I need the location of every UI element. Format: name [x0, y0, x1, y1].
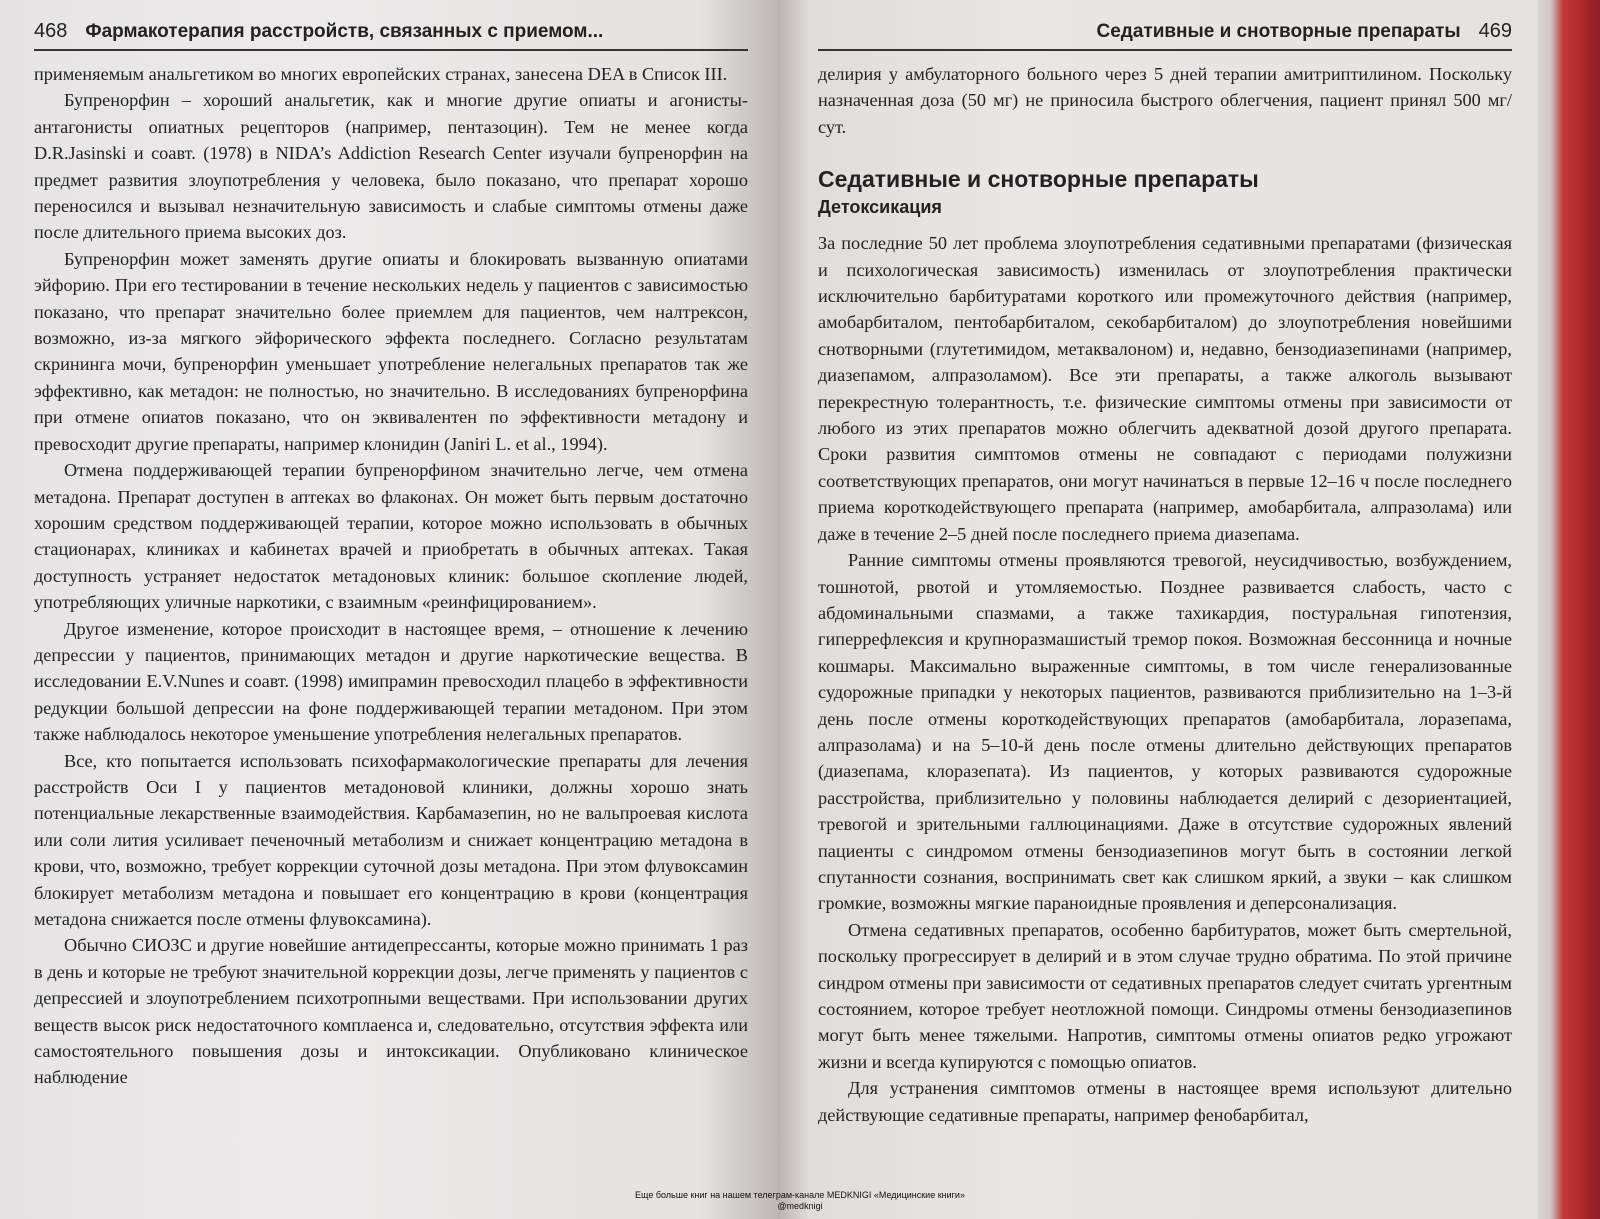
left-running-header	[34, 20, 748, 51]
right-paragraph-1: За последние 50 лет проблема злоупотребления седативными препаратами (физическая и психологическая зависимость) изменилась от злоупотребления практически исключительно барбитуратами короткого или промежуточного действия (например, амобарбиталом, пентобарбиталом, секобарбиталом) до злоупотребления новейшими снотворными (глутетимидом, метаквалоном) и, недавно, бензодиазепинами (например, диазепамом, алпразоламом). Все эти препараты, а также алкоголь вызывают перекрестную толерантность, т.е. физические симптомы отмены при зависимости от любого из этих препаратов можно облегчить адекватной дозой другого препарата. Сроки развития симптомов отмены не совпадают с периодами полужизни соответствующих препаратов, они могут начинаться в первые 12–16 ч после последнего приема короткодействующего препарата (например, амобарбитала, алпразолама) или даже в течение 2–5 дней после последнего приема диазепама.	[818, 233, 1512, 544]
footer-line-1: Еще больше книг на нашем телеграм-канале MEDKNIGI «Медицинские книги»	[635, 1190, 965, 1200]
right-running-header	[818, 20, 1512, 51]
watermark-footer	[560, 1190, 1040, 1212]
subsection-title: Детоксикация	[818, 197, 942, 218]
left-paragraph-7: Обычно СИОЗС и другие новейшие антидепрессанты, которые можно принимать 1 раз в день и которые не требуют значительной коррекции дозы, легче применять у пациентов с депрессией и злоупотреблением психотропными веществами. При использовании других веществ высок риск недостаточного комплаенса и, следовательно, отсутствия эффекта или самостоятельного повышения дозы и интоксикации. Опубликовано клиническое наблюдение	[34, 935, 748, 1088]
right-page	[778, 0, 1538, 1219]
left-header-title: Фармакотерапия расстройств, связанных с приемом...	[85, 21, 604, 42]
left-paragraph-6: Все, кто попытается использовать психофармакологические препараты для лечения расстройств Оси I у пациентов метадоновой клиники, должны хорошо знать потенциальные лекарственные взаимодействия. Карбамазепин, но не вальпроевая кислота или соли лития усиливает печеночный метаболизм и снижает концентрацию метадона в крови, что, возможно, требует коррекции суточной дозы метадона. При этом флувоксамин блокирует метаболизм метадона и повышает его концентрацию в крови (концентрация метадона снижается после отмены флувоксамина).	[34, 750, 748, 929]
section-title: Седативные и снотворные препараты	[818, 166, 1259, 193]
right-paragraph-2: Ранние симптомы отмены проявляются тревогой, неусидчивостью, возбуждением, тошнотой, рвотой и утомляемостью. Позднее развивается слабость, часто с абдоминальными спазмами, а также тахикардия, постуральная гипотензия, гиперрефлексия и крупноразмашистый тремор покоя. Возможная бессонница и ночные кошмары. Максимально выраженные симптомы, в том числе генерализованные судорожные припадки у некоторых пациентов, развиваются приблизительно на 1–3-й день после отмены короткодействующих препаратов (амобарбитала, лоразепама, алпразолама) и на 5–10-й день после отмены длительно действующих препаратов (диазепама, клоразепата). Из пациентов, у которых развиваются судорожные расстройства, приблизительно у половины наблюдается делирий с дезориентацией, тревогой и зрительными галлюцинациями. Даже в отсутствие судорожных явлений пациенты с синдромом отмены бензодиазепинов могут быть в состоянии легкой спутанности сознания, воспринимать свет как слишком яркий, а звуки – как слишком громкие, возможны мягкие параноидные проявления и деперсонализация.	[818, 550, 1512, 914]
footer-line-2: @medknigi	[777, 1201, 823, 1211]
right-paragraph-3: Отмена седативных препаратов, особенно барбитуратов, может быть смертельной, поскольку прогрессирует в делирий и в этом случае трудно обратима. По этой причине синдром отмены при зависимости от седативных препаратов следует считать ургентным состоянием, которое требует неотложной помощи. Синдромы отмены бензодиазепинов могут быть менее тяжелыми. Напротив, симптомы отмены опиатов редко угрожают жизни и всегда купируются с помощью опиатов.	[818, 919, 1512, 1072]
left-paragraph-1: применяемым анальгетиком во многих европейских странах, занесена DEA в Список III.	[34, 64, 728, 84]
right-header-title: Седативные и снотворные препараты	[1096, 21, 1461, 42]
left-paragraph-5: Другое изменение, которое происходит в настоящее время, – отношение к лечению депрессии у пациентов, принимающих метадон и другие наркотические вещества. В исследовании E.V.Nunes и соавт. (1998) имипрамин превосходил плацебо в эффективности редукции большой депрессии на фоне поддерживающей терапии метадоном. При этом также наблюдалось некоторое уменьшение употребления нелегальных препаратов.	[34, 618, 748, 745]
left-page-number: 468	[34, 20, 68, 42]
right-intro-paragraph: делирия у амбулаторного больного через 5 дней терапии амитриптилином. Поскольку назначенная доза (50 мг) не приносила быстрого облегчения, пациент принял 500 мг/сут.	[818, 64, 1512, 137]
left-paragraph-3: Бупренорфин может заменять другие опиаты и блокировать вызванную опиатами эйфорию. При его тестировании в течение нескольких недель у пациентов с зависимостью показано, что препарат значительно более приемлем для пациентов, чем налтрексон, возможно, из-за мягкого эйфорического эффекта последнего. Согласно результатам скрининга мочи, бупренорфин уменьшает употребление нелегальных препаратов так же эффективно, как метадон: не полностью, но значительно. В исследованиях бупренорфина при отмене опиатов показано, что он эквивалентен по эффективности метадону и превосходит другие препараты, например клонидин (Janiri L. et al., 1994).	[34, 248, 748, 454]
right-page-number: 469	[1478, 20, 1512, 42]
left-paragraph-2: Бупренорфин – хороший анальгетик, как и многие другие опиаты и агонисты-антагонисты опиатных рецепторов (например, пентазоцин). Тем не менее когда D.R.Jasinski и соавт. (1978) в NIDA’s Addiction Research Center изучали бупренорфин на предмет развития злоупотребления у человека, было показано, что препарат хорошо переносился и вызывал незначительную зависимость и слабые симптомы отмены даже после длительного приема высоких доз.	[34, 90, 748, 243]
right-paragraph-4: Для устранения симптомов отмены в настоящее время используют длительно действующие седативные препараты, например фенобарбитал,	[818, 1078, 1512, 1125]
left-page	[0, 0, 778, 1219]
book-page-edge	[1538, 0, 1600, 1219]
left-paragraph-4: Отмена поддерживающей терапии бупренорфином значительно легче, чем отмена метадона. Препарат доступен в аптеках во флаконах. Он может быть первым достаточно хорошим средством поддерживающей терапии, которое можно использовать в обычных стационарах, клиниках и кабинетах врачей и приобретать в обычных аптеках. Такая доступность устраняет недостаток метадоновых клиник: большое скопление людей, употребляющих уличные наркотики, с взаимным «реинфицированием».	[34, 460, 748, 613]
